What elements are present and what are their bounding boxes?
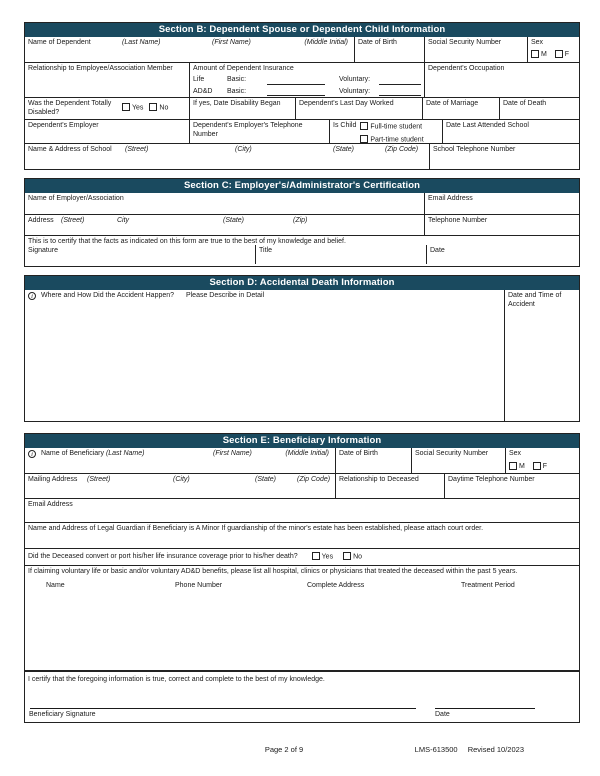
signature-label: Signature: [28, 247, 58, 254]
address-label: Address: [28, 217, 54, 224]
field-convert-or-port: [25, 549, 579, 565]
beneficiary-signature-label: Beneficiary Signature: [29, 711, 96, 718]
info-icon: [28, 450, 36, 458]
field-school-name-address: [25, 144, 429, 169]
certification-statement: This is to certify that the facts as indicated on this form are true to the best of my knowledge and belief.: [28, 238, 346, 245]
male-label: M: [541, 51, 547, 59]
add-basic-blank[interactable]: [267, 88, 325, 96]
address-state-hint: (State): [223, 217, 245, 224]
is-child-label: Is Child: [333, 122, 357, 129]
add-label: AD&D: [193, 87, 213, 95]
field-daytime-phone: [444, 474, 579, 498]
date-last-attended-label: Date Last Attended School: [446, 122, 529, 129]
field-date-last-attended: [442, 120, 579, 143]
part-time-label: Part-time student: [370, 136, 424, 144]
field-accident-description[interactable]: [25, 290, 504, 421]
convert-yes-label: Yes: [321, 553, 334, 561]
life-voluntary-label: Voluntary:: [339, 76, 371, 84]
field-accident-date-time: [504, 290, 579, 421]
beneficiary-female-label: F: [542, 463, 548, 471]
section-c-row-1: [25, 193, 579, 214]
daytime-phone-label: Daytime Telephone Number: [448, 476, 535, 483]
field-signature[interactable]: [25, 245, 255, 264]
convert-port-question-label: Did the Deceased convert or port his/her life insurance coverage prior to his/her death?: [28, 552, 298, 560]
field-school-phone: [429, 144, 579, 169]
date-of-death-label: Date of Death: [503, 100, 547, 107]
checkbox-male[interactable]: [531, 50, 539, 58]
last-name-hint: (Last Name): [122, 39, 161, 46]
field-ssn: [424, 37, 527, 62]
field-employer-phone: [189, 120, 329, 143]
field-dependent-occupation: [424, 63, 579, 97]
school-phone-label: School Telephone Number: [433, 146, 516, 153]
section-c-row-2: [25, 214, 579, 235]
date-label: Date: [430, 247, 445, 254]
employer-association-label: Name of Employer/Association: [28, 195, 124, 202]
field-amount-of-insurance: [189, 63, 424, 97]
mailing-street-hint: (Street): [87, 476, 111, 483]
occupation-label: Dependent's Occupation: [428, 65, 505, 72]
section-b-row-1: [25, 37, 579, 62]
checkbox-full-time-student[interactable]: [360, 122, 368, 130]
address-street-hint: (Street): [61, 217, 85, 224]
provider-address-column-label: Complete Address: [307, 582, 365, 589]
last-day-worked-label: Dependent's Last Day Worked: [299, 100, 394, 107]
school-label: Name & Address of School: [28, 146, 112, 153]
section-e-row-7: [25, 670, 579, 722]
middle-initial-hint: (Middle Initial): [304, 39, 348, 46]
providers-intro-label: If claiming voluntary life or basic and/or voluntary AD&D benefits, please list all hospital, clinics or physicians that treated the deceased within the past 5 years.: [28, 568, 518, 575]
email-address-label: Email Address: [428, 195, 473, 202]
section-b: [24, 22, 580, 170]
beneficiary-male-label: M: [519, 463, 525, 471]
field-date-disability-began: [189, 98, 295, 119]
section-b-row-2: [25, 62, 579, 97]
section-c-row-3: [25, 235, 579, 266]
field-employer-address: [25, 215, 424, 235]
beneficiary-dob-label: Date of Birth: [339, 450, 378, 457]
field-date-of-death: [499, 98, 579, 119]
provider-name-column-label: Name: [46, 582, 65, 589]
page-number: Page 2 of 9: [264, 745, 304, 754]
school-street-hint: (Street): [125, 146, 149, 153]
revision-date: Revised 10/2023: [467, 745, 524, 754]
section-c: [24, 178, 580, 267]
legal-guardian-label: Name and Address of Legal Guardian if Beneficiary is A Minor If guardianship of the minor's estate has been established, please attach court order.: [28, 525, 484, 532]
form-number: LMS-613500: [414, 745, 458, 754]
section-e-row-2: [25, 473, 579, 498]
field-beneficiary-dob: [335, 448, 411, 473]
field-beneficiary-sex: [505, 448, 579, 473]
life-basic-blank[interactable]: [267, 77, 325, 85]
field-employer-association-name: [25, 193, 424, 214]
field-totally-disabled: [25, 98, 189, 119]
checkbox-part-time-student[interactable]: [360, 135, 368, 143]
section-e-row-3: [25, 498, 579, 522]
section-e: [24, 433, 580, 723]
date-of-birth-label: Date of Birth: [358, 39, 397, 46]
checkbox-disabled-no[interactable]: [149, 103, 157, 111]
provider-phone-column-label: Phone Number: [175, 582, 223, 589]
section-c-header: Section C: Employer's/Administrator's Certification: [25, 179, 579, 193]
signature-date-line[interactable]: [435, 708, 535, 709]
field-date-of-marriage: [422, 98, 499, 119]
full-time-label: Full-time student: [370, 123, 423, 131]
section-e-row-6: [25, 565, 579, 670]
beneficiary-ssn-label: Social Security Number: [415, 450, 489, 457]
field-relationship: [25, 63, 189, 97]
field-title[interactable]: [255, 245, 426, 264]
beneficiary-last-name-hint: (Last Name): [105, 450, 145, 457]
dependent-employer-label: Dependent's Employer: [28, 122, 99, 129]
section-d: [24, 275, 580, 422]
disability-began-label: If yes, Date Disability Began: [193, 100, 281, 107]
beneficiary-email-label: Email Address: [28, 501, 73, 508]
accident-question-label: Where and How Did the Accident Happen?: [40, 292, 175, 299]
totally-disabled-label: Was the Dependent Totally Disabled?: [28, 99, 112, 116]
beneficiary-name-label: Name of Beneficiary: [40, 450, 104, 457]
name-of-dependent-label: Name of Dependent: [28, 39, 91, 46]
mailing-state-hint: (State): [255, 476, 277, 483]
date-of-marriage-label: Date of Marriage: [426, 100, 479, 107]
sex-label: Sex: [531, 39, 544, 46]
life-basic-label: Basic:: [227, 76, 247, 84]
relationship-label: Relationship to Employee/Association Member: [28, 65, 173, 72]
field-is-child-student: [329, 120, 442, 143]
mailing-zip-hint: (Zip Code): [297, 476, 331, 483]
checkbox-beneficiary-male[interactable]: [509, 462, 517, 470]
field-legal-guardian[interactable]: [25, 523, 579, 548]
beneficiary-middle-initial-hint: (Middle Initial): [285, 450, 329, 457]
field-dependent-employer: [25, 120, 189, 143]
beneficiary-sex-label: Sex: [509, 450, 522, 457]
field-name-of-dependent: [25, 37, 354, 62]
convert-no-label: No: [353, 553, 363, 561]
accident-date-time-label: Date and Time of Accident: [508, 292, 562, 308]
field-date-of-birth: [354, 37, 424, 62]
field-mailing-address: [25, 474, 335, 498]
telephone-number-label: Telephone Number: [428, 217, 488, 224]
title-label: Title: [259, 247, 272, 254]
info-icon: [28, 292, 36, 300]
checkbox-female[interactable]: [555, 50, 563, 58]
describe-in-detail-label: Please Describe in Detail: [185, 292, 265, 299]
checkbox-convert-yes[interactable]: [312, 552, 320, 560]
field-date[interactable]: [426, 245, 579, 264]
add-voluntary-blank[interactable]: [379, 88, 421, 96]
beneficiary-first-name-hint: (First Name): [213, 450, 252, 457]
section-d-row: [25, 290, 579, 421]
field-beneficiary-name: [25, 448, 335, 473]
amount-insurance-label: Amount of Dependent Insurance: [193, 65, 294, 72]
no-label: No: [159, 104, 169, 112]
relationship-to-deceased-label: Relationship to Deceased: [339, 476, 419, 483]
section-e-header: Section E: Beneficiary Information: [25, 434, 579, 448]
life-voluntary-blank[interactable]: [379, 77, 421, 85]
beneficiary-certification-statement: I certify that the foregoing information is true, correct and complete to the best of my knowledge.: [28, 676, 325, 683]
section-b-row-5: [25, 143, 579, 169]
field-email-address: [424, 193, 579, 214]
field-telephone-number: [424, 215, 579, 235]
ssn-label: Social Security Number: [428, 39, 502, 46]
field-beneficiary-email[interactable]: [25, 499, 579, 522]
provider-period-column-label: Treatment Period: [461, 582, 515, 589]
field-sex: [527, 37, 579, 62]
school-state-hint: (State): [333, 146, 355, 153]
section-e-row-1: [25, 448, 579, 473]
section-e-row-5: [25, 548, 579, 565]
address-zip-hint: (Zip): [293, 217, 308, 224]
mailing-address-label: Mailing Address: [28, 476, 78, 483]
section-d-header: Section D: Accidental Death Information: [25, 276, 579, 290]
first-name-hint: (First Name): [212, 39, 251, 46]
checkbox-beneficiary-female[interactable]: [533, 462, 541, 470]
add-voluntary-label: Voluntary:: [339, 87, 371, 95]
school-zip-hint: (Zip Code): [385, 146, 419, 153]
life-label: Life: [193, 76, 205, 84]
beneficiary-signature-line[interactable]: [30, 708, 416, 709]
field-relationship-to-deceased: [335, 474, 444, 498]
field-last-day-worked: [295, 98, 422, 119]
school-city-hint: (City): [235, 146, 252, 153]
field-beneficiary-ssn: [411, 448, 505, 473]
yes-label: Yes: [132, 104, 144, 112]
section-b-row-3: [25, 97, 579, 119]
add-basic-label: Basic:: [227, 87, 247, 95]
section-e-row-4: [25, 522, 579, 548]
mailing-city-hint: (City): [173, 476, 190, 483]
checkbox-disabled-yes[interactable]: [122, 103, 130, 111]
female-label: F: [564, 51, 570, 59]
claim-form-page: [24, 22, 580, 723]
checkbox-convert-no[interactable]: [343, 552, 351, 560]
section-b-row-4: [25, 119, 579, 143]
signature-date-label: Date: [435, 711, 450, 718]
section-b-header: Section B: Dependent Spouse or Dependent Child Information: [25, 23, 579, 37]
field-treatment-providers[interactable]: [25, 566, 579, 670]
address-city-hint: City: [117, 217, 130, 224]
employer-phone-label: Dependent's Employer's Telephone Number: [193, 122, 303, 138]
